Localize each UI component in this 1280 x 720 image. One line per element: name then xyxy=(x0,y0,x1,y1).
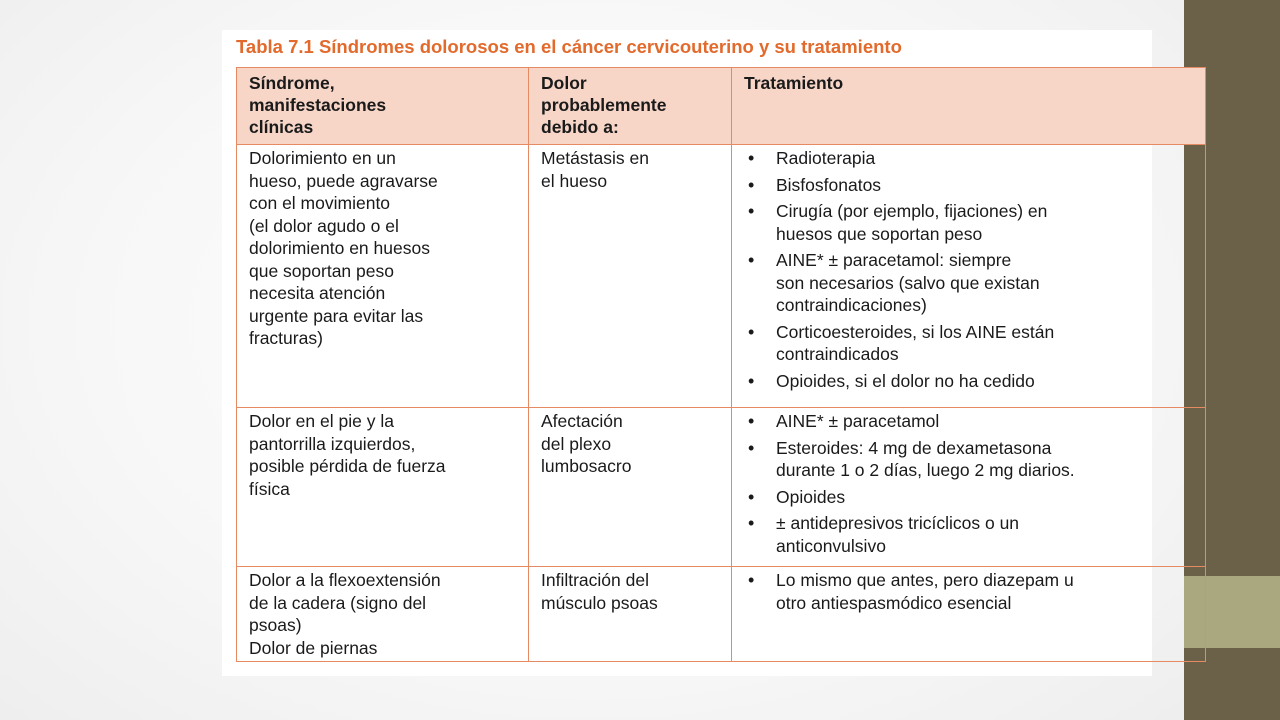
cell-dolor: Infiltración del músculo psoas xyxy=(529,567,732,662)
treatment-item: • ± antidepresivos tricíclicos o un anticonvulsivo xyxy=(744,512,1195,557)
cell-sindrome: Dolor en el pie y la pantorrilla izquierdos, posible pérdida de fuerza física xyxy=(237,408,529,567)
treatment-item: • Lo mismo que antes, pero diazepam u otro antiespasmódico esencial xyxy=(744,569,1195,614)
treatment-item: • AINE* ± paracetamol xyxy=(744,410,1195,433)
table-title: Tabla 7.1 Síndromes dolorosos en el cáncer cervicouterino y su tratamiento xyxy=(236,36,902,57)
cell-dolor: Afectación del plexo lumbosacro xyxy=(529,408,732,567)
cell-tratamiento xyxy=(732,408,1206,567)
treatment-item: • Bisfosfonatos xyxy=(744,174,1195,197)
treatment-list xyxy=(744,147,1195,392)
table-row xyxy=(237,408,1206,567)
cell-tratamiento xyxy=(732,145,1206,408)
treatment-list xyxy=(744,569,1195,614)
treatment-item: • Cirugía (por ejemplo, fijaciones) en huesos que soportan peso xyxy=(744,200,1195,245)
treatment-item: • Corticoesteroides, si los AINE están contraindicados xyxy=(744,321,1195,366)
header-tratamiento: Tratamiento xyxy=(732,68,1206,145)
cell-tratamiento xyxy=(732,567,1206,662)
treatment-item: • Opioides xyxy=(744,486,1195,509)
treatment-item: • Esteroides: 4 mg de dexametasona durante 1 o 2 días, luego 2 mg diarios. xyxy=(744,437,1195,482)
table-row xyxy=(237,567,1206,662)
table-header-row xyxy=(237,68,1206,145)
cell-sindrome: Dolorimiento en un hueso, puede agravarse con el movimiento (el dolor agudo o el dolorimiento en huesos que soportan peso necesita atención urgente para evitar las fracturas) xyxy=(237,145,529,408)
header-sindrome: Síndrome, manifestaciones clínicas xyxy=(237,68,529,145)
treatment-item: • Radioterapia xyxy=(744,147,1195,170)
table-row xyxy=(237,145,1206,408)
cell-sindrome: Dolor a la flexoextensión de la cadera (signo del psoas) Dolor de piernas xyxy=(237,567,529,662)
treatment-item: • AINE* ± paracetamol: siempre son necesarios (salvo que existan contraindicaciones) xyxy=(744,249,1195,317)
header-dolor: Dolor probablemente debido a: xyxy=(529,68,732,145)
treatment-list xyxy=(744,410,1195,557)
cell-dolor: Metástasis en el hueso xyxy=(529,145,732,408)
treatment-item: • Opioides, si el dolor no ha cedido xyxy=(744,370,1195,393)
pain-syndromes-table xyxy=(236,67,1206,662)
